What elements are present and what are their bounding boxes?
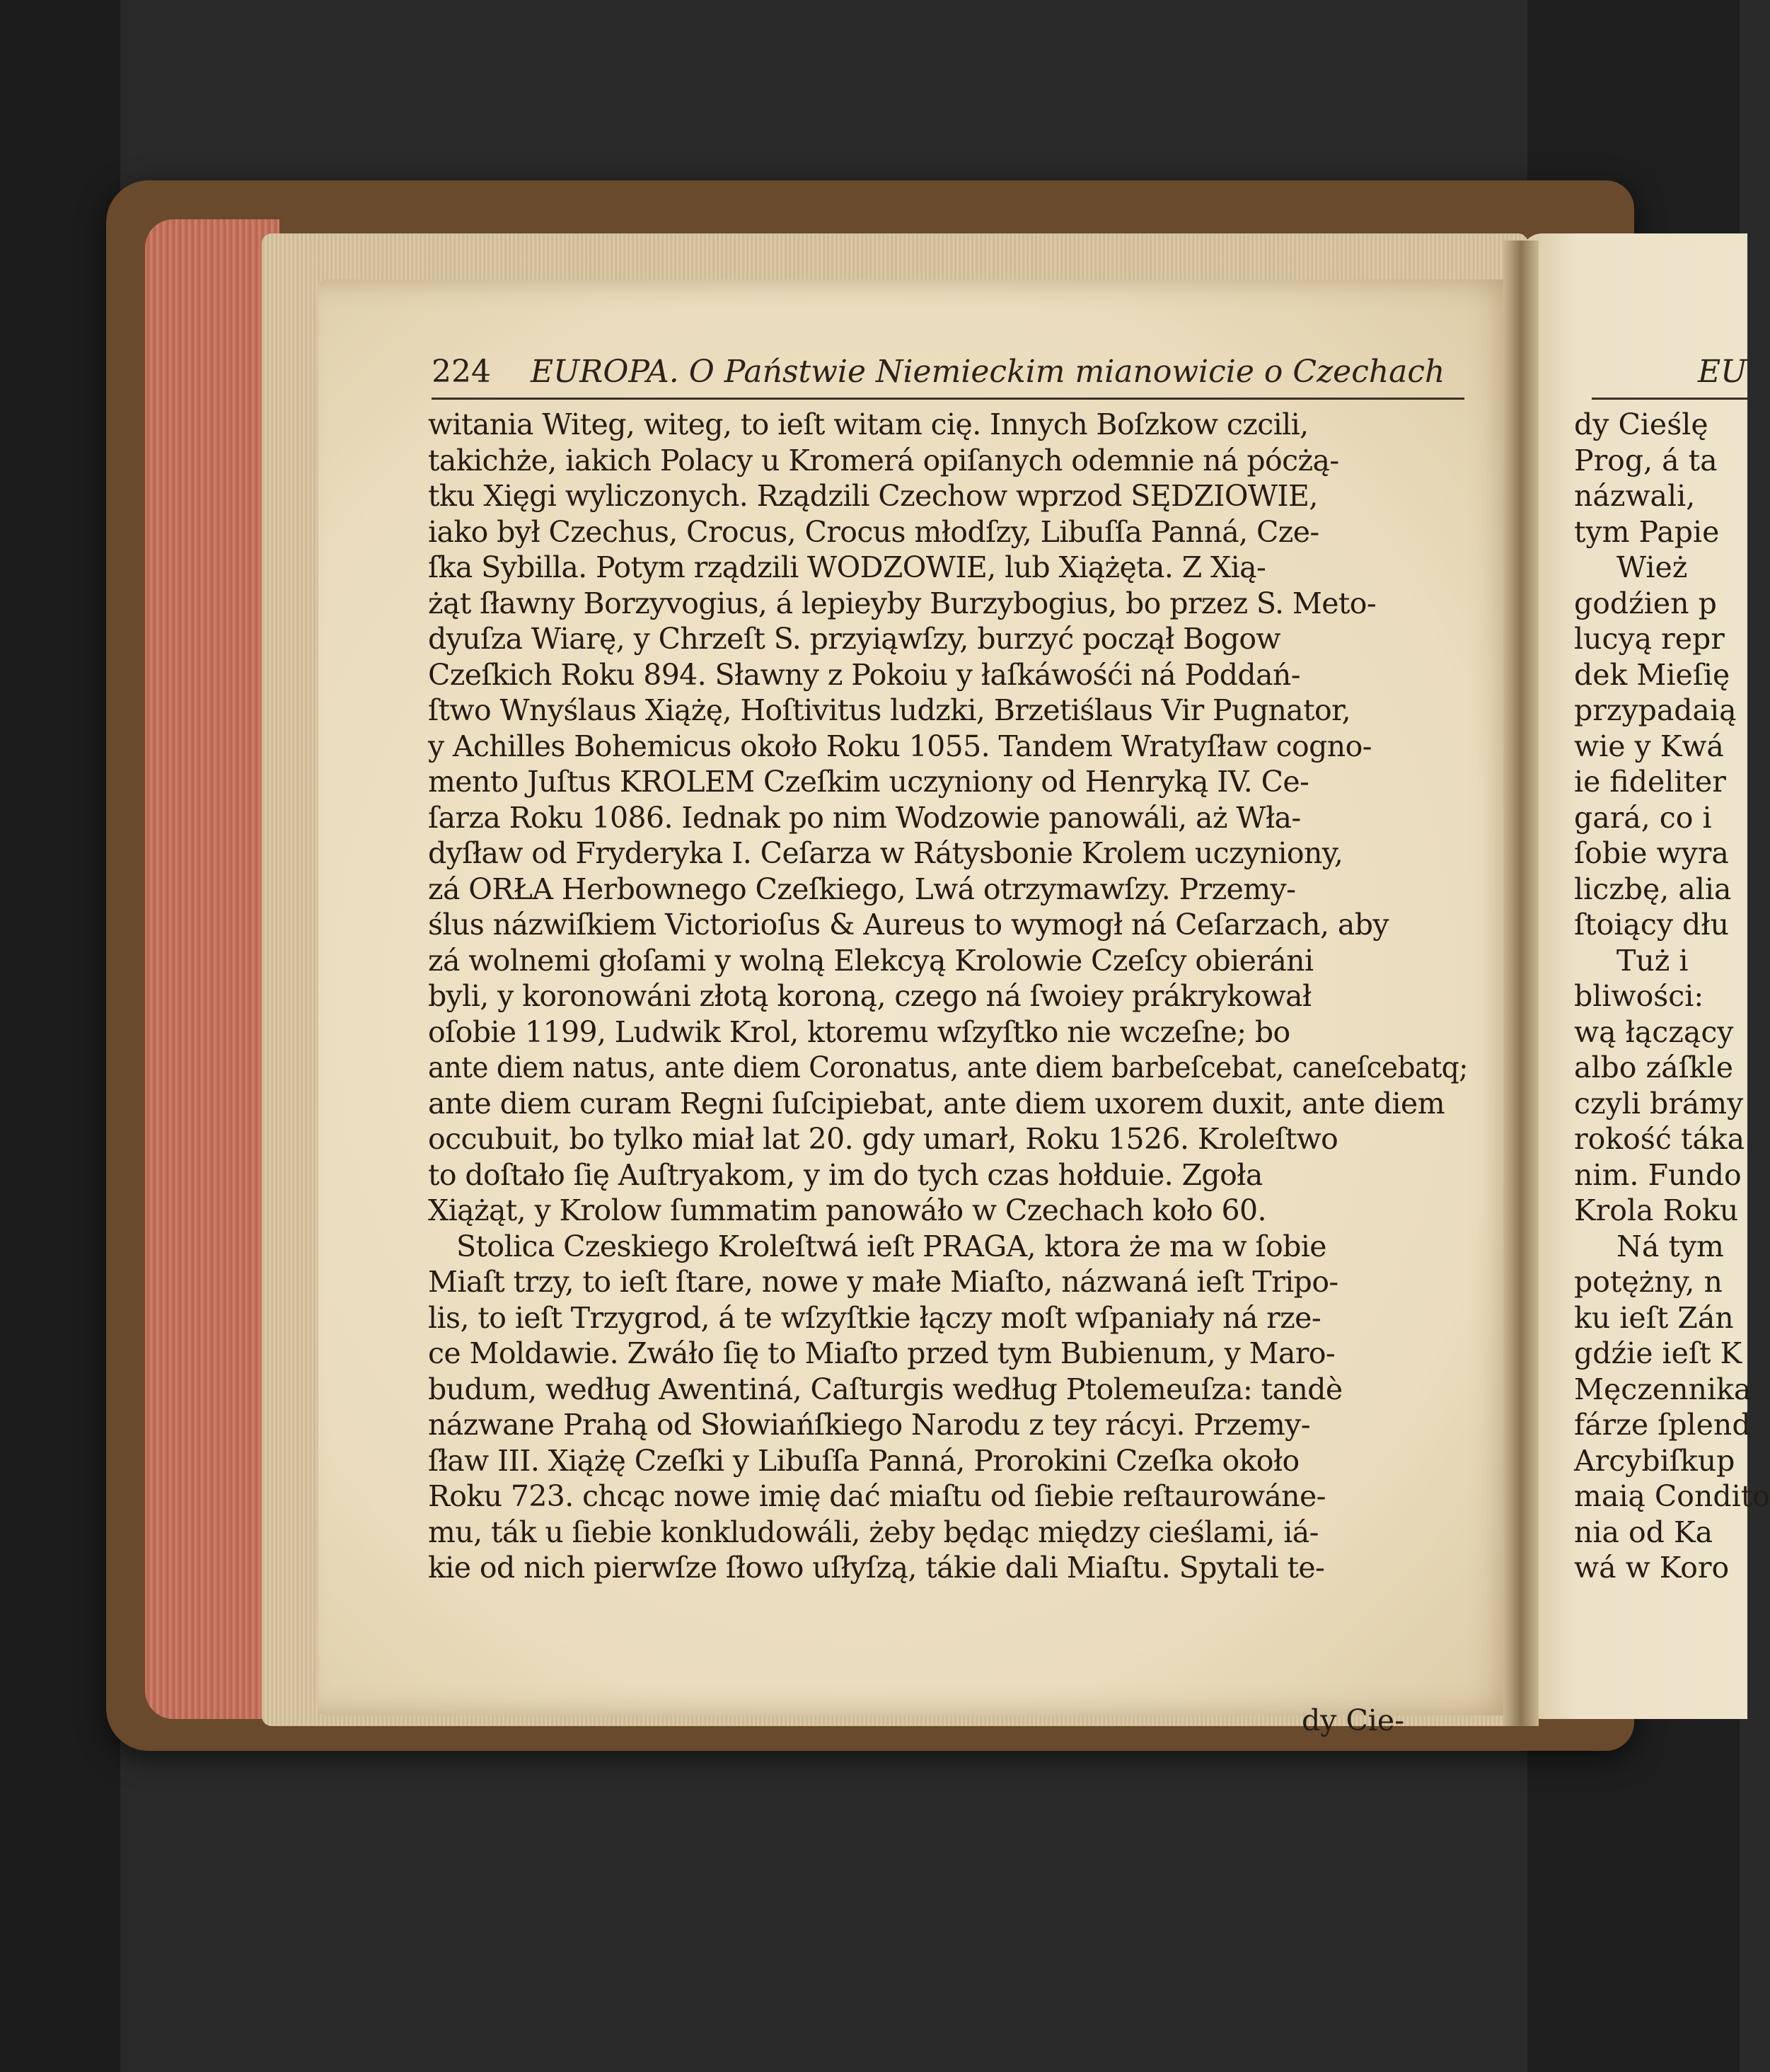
text-line: dyſław od Fryderyka I. Ceſarza w Rátysbonie Krolem uczyniony,	[428, 836, 1343, 870]
running-head	[432, 354, 1464, 396]
text-line: zá ORŁA Herbownego Czeſkiego, Lwá otrzymawſzy. Przemy-	[428, 872, 1296, 906]
right-text-line: gará, co i	[1574, 800, 1712, 835]
right-text-line: názwali,	[1574, 479, 1696, 513]
book-gutter	[1503, 241, 1539, 1726]
right-text-line: bliwości:	[1574, 979, 1704, 1013]
right-text-line: gdźie ieſt K	[1574, 1336, 1742, 1370]
right-text-line: dy Cieślę	[1574, 407, 1708, 441]
right-text-line: fárze ſplend	[1574, 1408, 1751, 1442]
page-edge-red	[145, 219, 279, 1719]
text-line: mento Juſtus KROLEM Czeſkim uczyniony od Henryką IV. Ce-	[428, 765, 1309, 799]
text-line: byli, y koronowáni złotą koroną, czego ná ſwoiey prákrykował	[428, 979, 1312, 1013]
right-text-line: ie fideliter	[1574, 765, 1726, 799]
text-line: názwane Prahą od Słowiańſkiego Narodu z tey rácyi. Przemy-	[428, 1408, 1310, 1442]
text-line: Miaſt trzy, to ieſt ſtare, nowe y małe Miaſto, názwaná ieſt Tripo-	[428, 1265, 1338, 1299]
text-line: kie od nich pierwſze ſłowo uſłyſzą, tákie dali Miaſtu. Spytali te-	[428, 1551, 1325, 1585]
header-rule	[432, 398, 1464, 400]
text-line: budum, według Awentiná, Caſturgis według Ptolemeuſza: tandè	[428, 1372, 1343, 1406]
text-line: Xiążąt, y Krolow ſummatim panowáło w Czechach koło 60.	[428, 1193, 1266, 1227]
right-text-line: lucyą repr	[1574, 622, 1725, 656]
text-line: y Achilles Bohemicus około Roku 1055. Tandem Wratyſław cogno-	[428, 729, 1372, 763]
right-text-line: godźien p	[1574, 586, 1717, 620]
catchword: dy Cie-	[1302, 1703, 1405, 1737]
right-text-line: nim. Fundo	[1574, 1157, 1742, 1192]
right-text-line: czyli brámy	[1574, 1086, 1744, 1121]
right-text-line: Tuż i	[1616, 943, 1689, 978]
text-line: witania Witeg, witeg, to ieſt witam cię. Innych Boſzkow czcili,	[428, 407, 1309, 441]
right-running-head: EU	[1698, 354, 1747, 390]
right-text-line: Arcybiſkup	[1574, 1443, 1735, 1478]
right-text-line: wą łączący	[1574, 1014, 1734, 1049]
text-line: żąt ſławny Borzyvogius, á lepieyby Burzybogius, bo przez S. Meto-	[428, 586, 1377, 620]
right-text-line: przypadaią	[1574, 693, 1737, 727]
right-page-body	[1574, 407, 1770, 1586]
text-line: lis, to ieſt Trzygrod, á te wſzyſtkie łączy moſt wſpaniały ná rze-	[428, 1300, 1321, 1335]
text-line: ſka Sybilla. Potym rządzili WODZOWIE, lub Xiążęta. Z Xią-	[428, 550, 1266, 584]
right-text-line: Męczennika	[1574, 1372, 1752, 1406]
text-line: Czeſkich Roku 894. Sławny z Pokoiu y łaſkáwośći ná Poddań-	[428, 657, 1300, 692]
right-text-line: wá w Koro	[1574, 1551, 1730, 1585]
right-text-line: Prog, á ta	[1574, 443, 1718, 478]
text-line: occubuit, bo tylko miał lat 20. gdy umarł, Roku 1526. Kroleſtwo	[428, 1122, 1338, 1156]
right-text-line: potężny, n	[1574, 1265, 1723, 1299]
text-line: ſarza Roku 1086. Iednak po nim Wodzowie panowáli, aż Wła-	[428, 800, 1301, 835]
right-text-line: liczbę, alia	[1574, 872, 1732, 906]
text-line: iako był Czechus, Crocus, Crocus młodſzy, Libuſſa Panná, Cze-	[428, 514, 1319, 549]
right-text-line: Wież	[1616, 550, 1688, 584]
right-text-line: Ná tym	[1616, 1229, 1724, 1263]
right-text-line: maią Condito	[1574, 1479, 1770, 1513]
text-line: Roku 723. chcąc nowe imię dać miaſtu od ſiebie reſtaurowáne-	[428, 1479, 1326, 1513]
right-text-line: ſobie wyra	[1574, 836, 1729, 870]
text-line: tku Xięgi wyliczonych. Rządzili Czechow wprzod SĘDZIOWIE,	[428, 479, 1318, 513]
text-line: takichże, iakich Polacy u Kromerá opiſanych odemnie ná pócżą-	[428, 443, 1339, 478]
left-page-body	[428, 407, 1468, 1586]
text-line: ce Moldawie. Zwáło ſię to Miaſto przed tym Bubienum, y Maro-	[428, 1336, 1336, 1370]
text-line: ſtwo Wnyślaus Xiążę, Hoſtivitus ludzki, Brzetiślaus Vir Pugnator,	[428, 693, 1351, 727]
text-line: oſobie 1199, Ludwik Krol, ktoremu wſzyſtko nie wczeſne; bo	[428, 1014, 1290, 1049]
right-text-line: wie y Kwá	[1574, 729, 1724, 763]
text-line: zá wolnemi głoſami y wolną Elekcyą Krolowie Czeſcy obieráni	[428, 943, 1314, 978]
right-text-line: nia od Ka	[1574, 1515, 1713, 1549]
right-text-line: tym Papie	[1574, 514, 1720, 549]
right-text-line: albo záſkle	[1574, 1051, 1733, 1084]
text-line: ſław III. Xiążę Czeſki y Libuſſa Panná, Prorokini Czeſka około	[428, 1443, 1300, 1478]
right-text-line: dek Mieſię	[1574, 657, 1730, 692]
text-line: ante diem natus, ante diem Coronatus, ante diem barbeſcebat, caneſcebatq;	[428, 1051, 1468, 1084]
text-line: dyuſza Wiarę, y Chrzeſt S. przyiąwſzy, burzyć począł Bogow	[428, 622, 1280, 656]
right-header-rule	[1592, 398, 1747, 400]
running-head-title: EUROPA. O Państwie Niemieckim mianowicie o Czechach	[530, 354, 1445, 390]
right-text-line: Krola Roku	[1574, 1193, 1739, 1227]
backdrop-left	[0, 0, 120, 2072]
page-number: 224	[432, 354, 491, 390]
right-text-line: ku ieſt Zán	[1574, 1300, 1734, 1335]
text-line: ślus názwiſkiem Victorioſus & Aureus to wymogł ná Ceſarzach, aby	[428, 908, 1389, 942]
text-line: ante diem curam Regni ſuſcipiebat, ante diem uxorem duxit, ante diem	[428, 1086, 1445, 1121]
text-line: Stolica Czeskiego Kroleſtwá ieſt PRAGA, ktora że ma w ſobie	[456, 1229, 1326, 1263]
right-text-line: ſtoiący dłu	[1574, 908, 1729, 942]
text-line: to doſtało ſię Auſtryakom, y im do tych czas hołduie. Zgoła	[428, 1157, 1263, 1192]
right-text-line: rokość táka	[1574, 1122, 1745, 1156]
text-line: mu, ták u ſiebie konkludowáli, żeby będąc między cieślami, iá-	[428, 1515, 1319, 1549]
